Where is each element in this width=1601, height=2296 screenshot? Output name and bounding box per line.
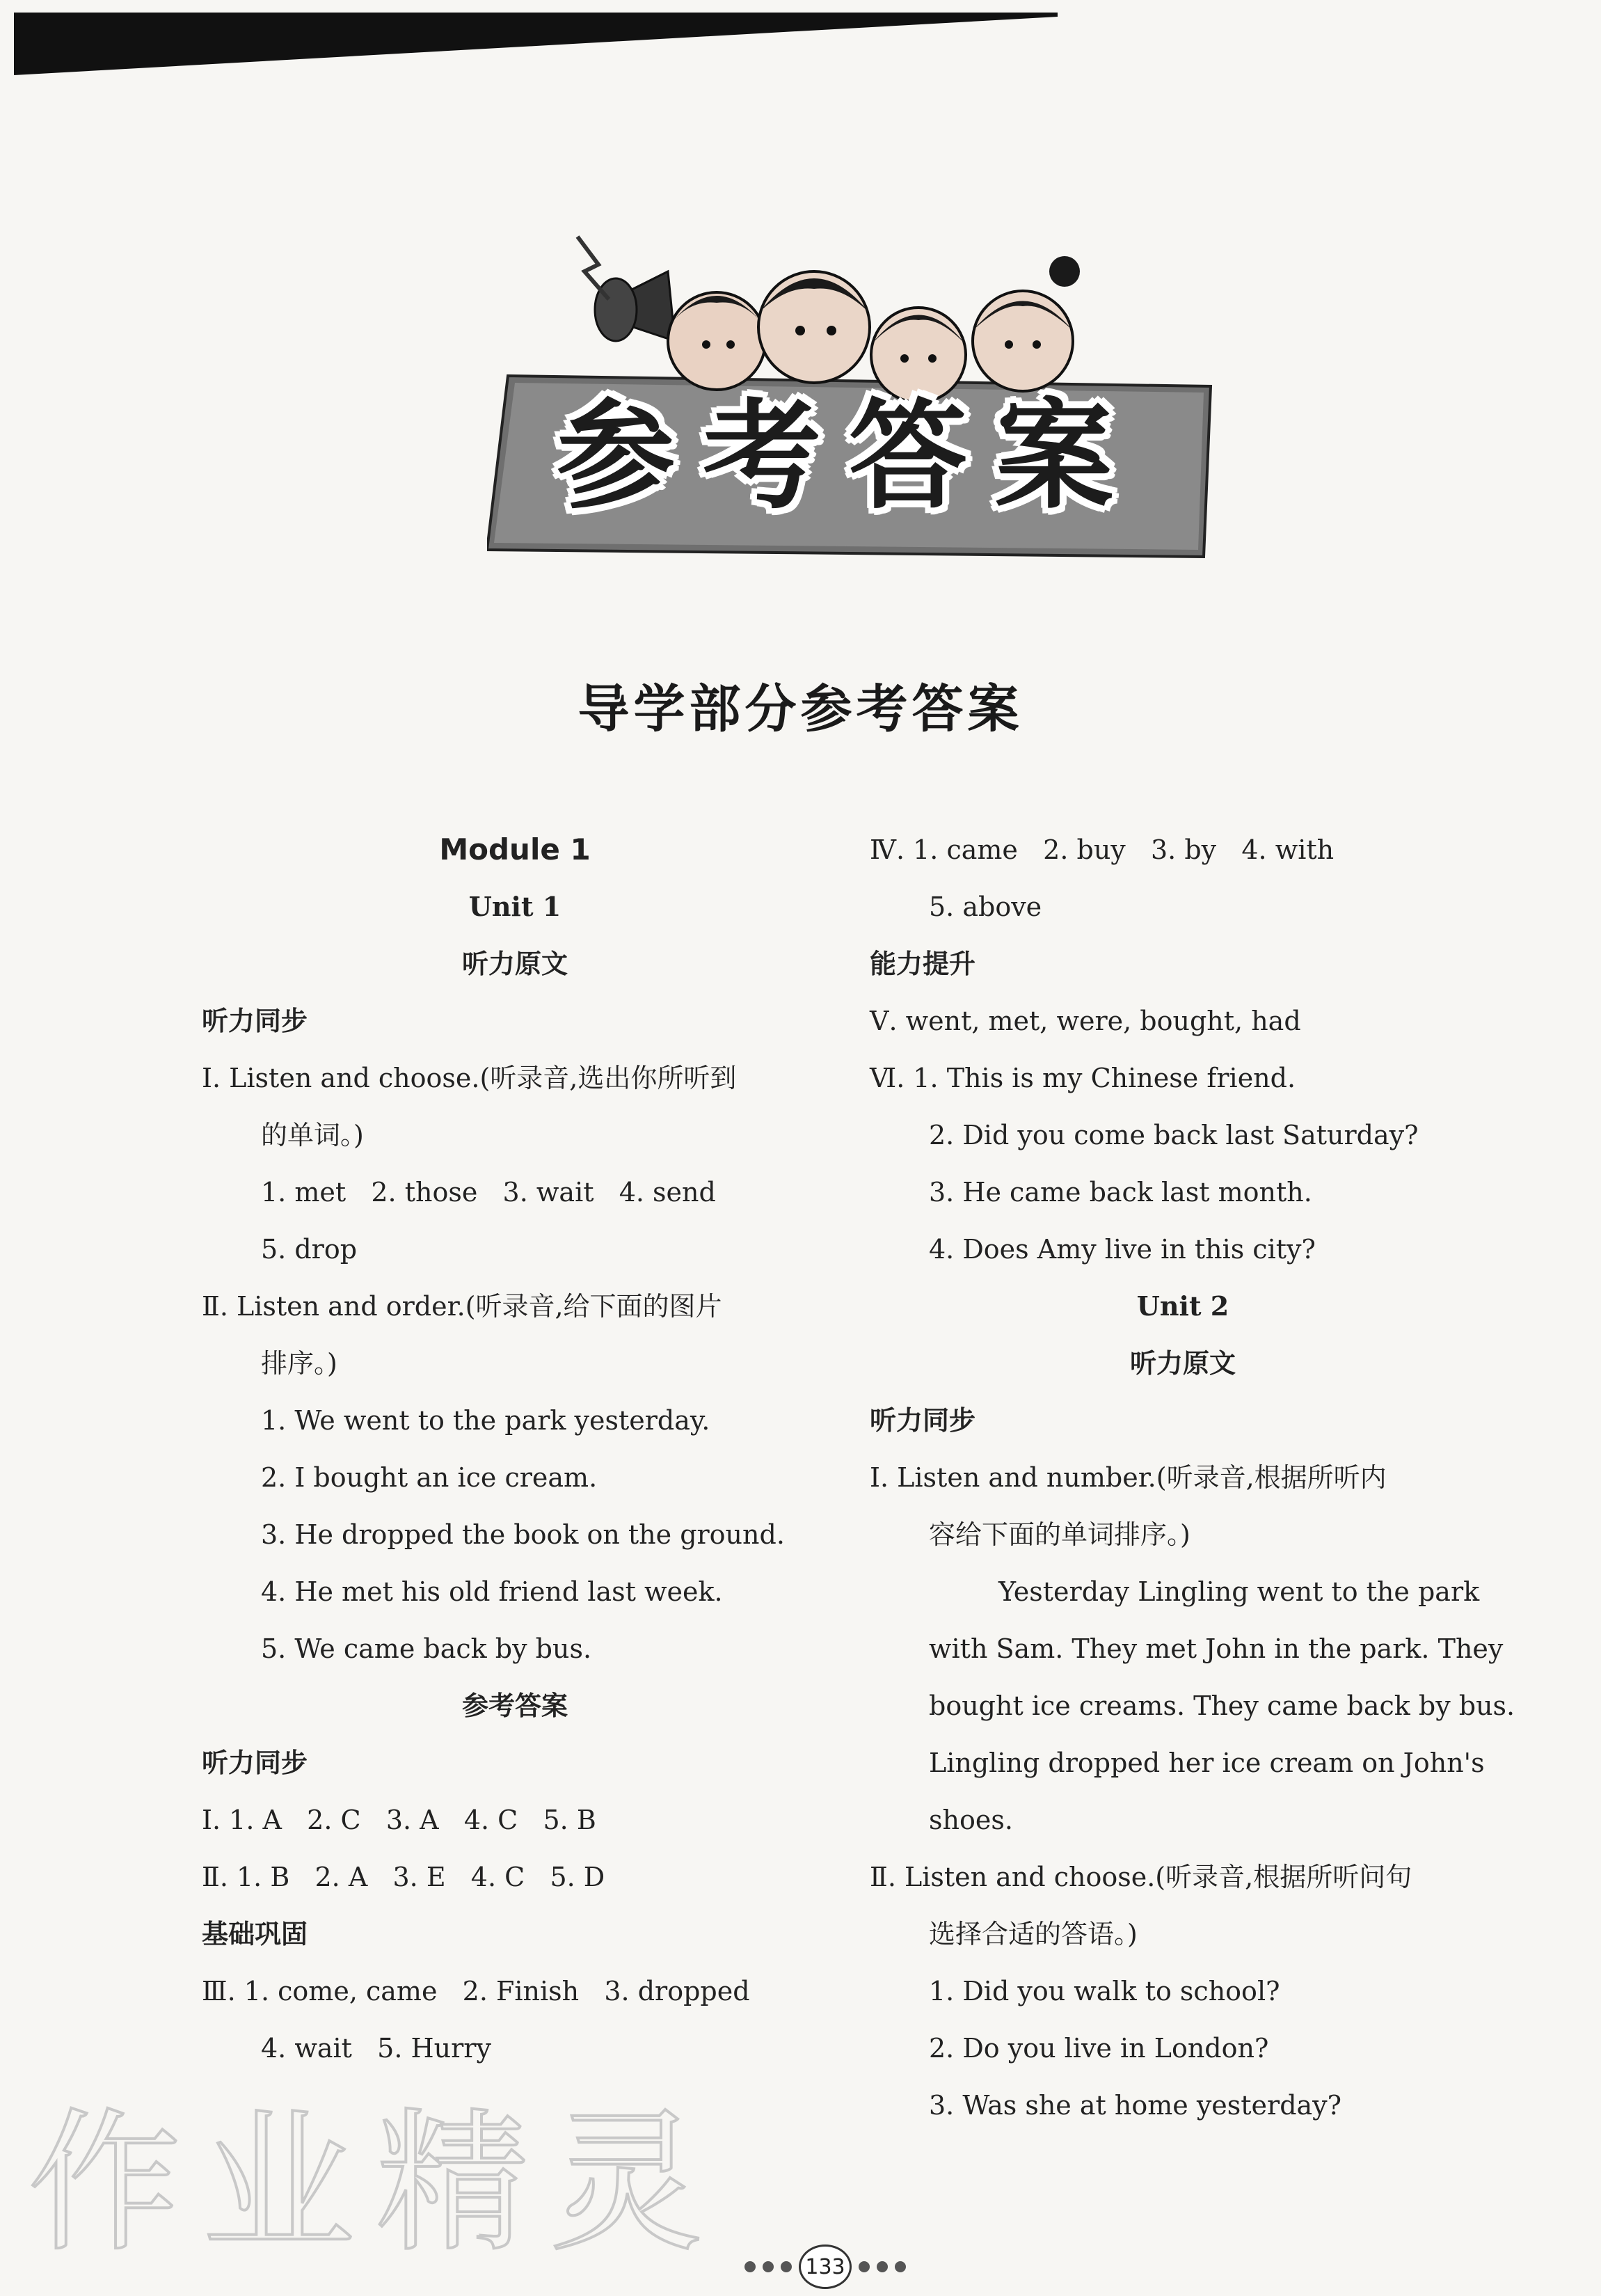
subsection-heading: 听力同步 <box>202 1005 308 1036</box>
page-number-label: 133 <box>799 2244 852 2289</box>
list-item: 2. Do you live in London? <box>929 2033 1269 2064</box>
question-text: 容给下面的单词排序。) <box>929 1519 1190 1550</box>
answer-line: 4. Does Amy live in this city? <box>929 1234 1316 1265</box>
list-item: 3. He dropped the book on the ground. <box>261 1519 785 1550</box>
question-text: 排序。) <box>261 1348 337 1379</box>
subsection-heading: 听力同步 <box>202 1747 308 1778</box>
unit-heading: Unit 2 <box>1136 1290 1229 1322</box>
passage-line: bought ice creams. They came back by bus. <box>929 1691 1515 1721</box>
list-item: 1. We went to the park yesterday. <box>261 1405 710 1436</box>
question-text: 选择合适的答语。) <box>929 1919 1138 1949</box>
watermark: 作业精灵 <box>28 2094 724 2272</box>
dot-icon <box>895 2261 906 2272</box>
top-decorative-bar <box>14 13 1058 75</box>
passage-line: Lingling dropped her ice cream on John's <box>929 1748 1485 1778</box>
right-column <box>870 821 1515 2134</box>
dot-icon <box>781 2261 792 2272</box>
module-heading: Module 1 <box>439 832 591 866</box>
subsection-heading: 基础巩固 <box>202 1918 308 1949</box>
question-text: Ⅰ. Listen and number.(听录音,根据所听内 <box>870 1462 1387 1493</box>
list-item: 3. Was she at home yesterday? <box>929 2090 1342 2121</box>
answer-line: 3. He came back last month. <box>929 1177 1312 1208</box>
answer-line: 1. met 2. those 3. wait 4. send <box>261 1177 716 1208</box>
answer-line: 2. Did you come back last Saturday? <box>929 1120 1419 1150</box>
answer-line: Ⅲ. 1. come, came 2. Finish 3. dropped <box>202 1976 750 2006</box>
answer-line: 4. wait 5. Hurry <box>261 2033 491 2064</box>
answer-line: Ⅳ. 1. came 2. buy 3. by 4. with <box>870 834 1335 865</box>
list-item: 2. I bought an ice cream. <box>261 1462 598 1493</box>
dot-icon <box>877 2261 888 2272</box>
subsection-heading: 听力同步 <box>870 1404 976 1436</box>
dot-icon <box>744 2261 756 2272</box>
question-text: Ⅱ. Listen and choose.(听录音,根据所听问句 <box>870 1862 1412 1892</box>
answer-line: Ⅴ. went, met, were, bought, had <box>870 1006 1301 1036</box>
dot-icon <box>763 2261 774 2272</box>
answer-line: Ⅵ. 1. This is my Chinese friend. <box>870 1063 1296 1093</box>
answer-line: Ⅰ. 1. A 2. C 3. A 4. C 5. B <box>202 1805 596 1835</box>
banner-title: 参考答案 <box>556 387 1141 525</box>
list-item: 5. We came back by bus. <box>261 1633 592 1664</box>
megaphone-icon <box>578 237 675 341</box>
section-heading: 参考答案 <box>461 1690 568 1721</box>
question-text: Ⅱ. Listen and order.(听录音,给下面的图片 <box>202 1291 722 1322</box>
list-item: 1. Did you walk to school? <box>929 1976 1280 2006</box>
answer-line: 5. drop <box>261 1234 358 1265</box>
page-number <box>744 2244 906 2289</box>
page-title: 导学部分参考答案 <box>578 679 1023 739</box>
section-heading: 听力原文 <box>461 948 568 979</box>
section-heading: 听力原文 <box>1129 1347 1236 1379</box>
list-item: 4. He met his old friend last week. <box>261 1576 723 1607</box>
passage-line: Yesterday Lingling went to the park <box>998 1576 1480 1607</box>
question-text: Ⅰ. Listen and choose.(听录音,选出你所听到 <box>202 1063 737 1093</box>
passage-line: shoes. <box>929 1805 1013 1835</box>
unit-heading: Unit 1 <box>468 891 561 922</box>
passage-line: with Sam. They met John in the park. They <box>929 1633 1504 1664</box>
dot-icon <box>859 2261 870 2272</box>
answer-line: Ⅱ. 1. B 2. A 3. E 4. C 5. D <box>202 1862 605 1892</box>
subsection-heading: 能力提升 <box>870 948 976 979</box>
question-text: 的单词。) <box>261 1120 364 1150</box>
left-column <box>202 821 828 2077</box>
answer-line: 5. above <box>929 892 1042 922</box>
